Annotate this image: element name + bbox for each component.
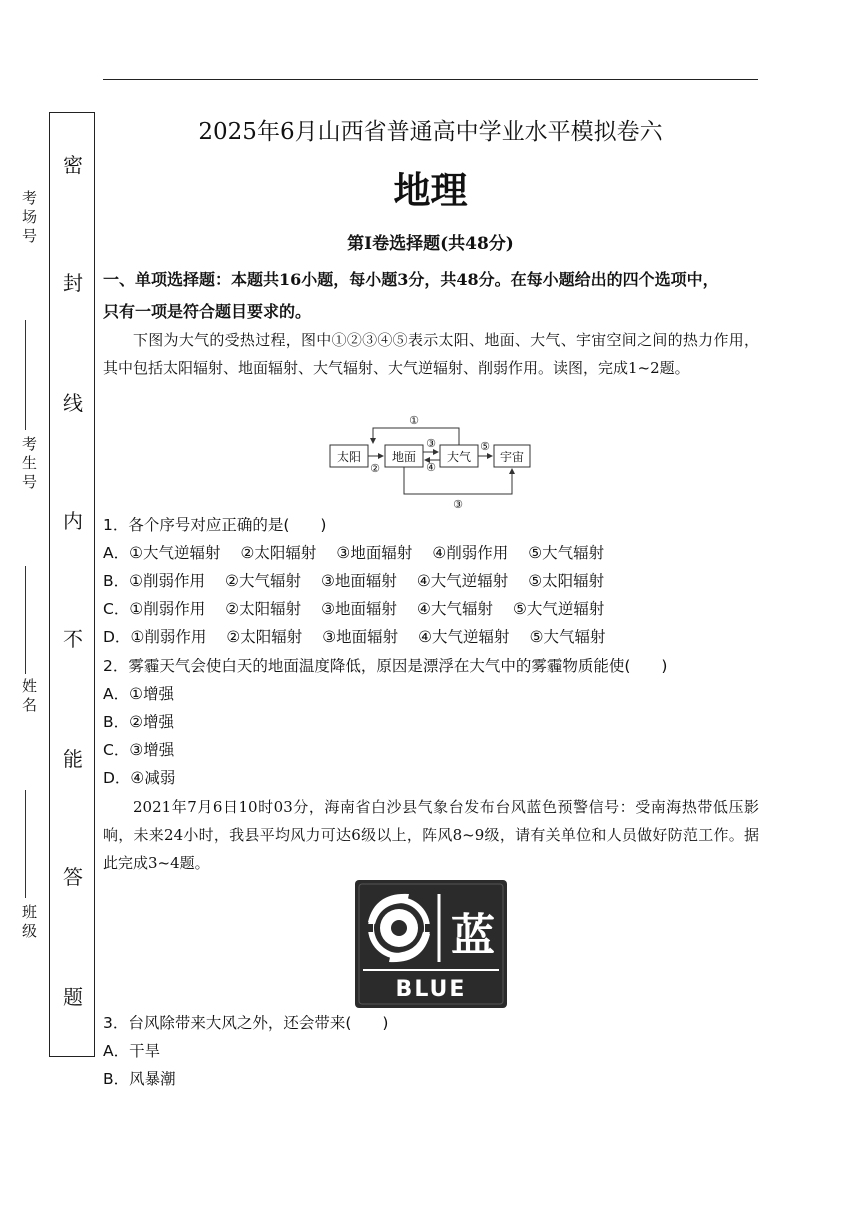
part-title: 第I卷选择题(共48分) bbox=[347, 234, 514, 254]
seal-char: 答 bbox=[63, 865, 83, 889]
question-1-option-d bbox=[103, 623, 625, 651]
atmosphere-heating-diagram bbox=[328, 408, 538, 513]
question-1-option-a bbox=[103, 539, 624, 567]
section-heading-line: 一、单项选择题：本题共16小题，每小题3分，共48分。在每小题给出的四个选项中， bbox=[103, 270, 719, 289]
class-label: 班级 bbox=[20, 904, 38, 942]
sun-label: 太阳 bbox=[336, 450, 362, 464]
atmosphere-label: 大气 bbox=[446, 450, 472, 464]
label-4: ④ bbox=[426, 461, 436, 474]
arrow-1 bbox=[373, 428, 459, 445]
blue-char: 蓝 bbox=[451, 910, 495, 961]
question-1-option-c bbox=[103, 595, 624, 623]
subject-title: 地理 bbox=[393, 169, 468, 212]
option-item: ③地面辐射 bbox=[320, 572, 397, 590]
document-title: 2025年6月山西省普通高中学业水平模拟卷六 bbox=[198, 119, 663, 145]
question-3-option-a: A．干旱 bbox=[103, 1042, 161, 1060]
option-item: ④大气逆辐射 bbox=[416, 572, 509, 590]
option-item: ①大气逆辐射 bbox=[129, 544, 221, 562]
seal-char: 题 bbox=[63, 985, 83, 1009]
question-2-option-d: D．④减弱 bbox=[103, 769, 176, 787]
label-5: ⑤ bbox=[480, 440, 490, 453]
question-2-option-c: C．③增强 bbox=[103, 741, 175, 759]
option-item: ①削弱作用 bbox=[129, 572, 206, 590]
seal-char: 线 bbox=[63, 391, 83, 415]
seal-char: 内 bbox=[63, 509, 83, 533]
label-3b: ③ bbox=[453, 498, 463, 511]
option-item: ④大气辐射 bbox=[417, 600, 493, 618]
option-item: ⑤大气逆辐射 bbox=[512, 600, 605, 618]
question-1-stem: 1．各个序号对应正确的是( ) bbox=[103, 516, 327, 534]
option-item: ②太阳辐射 bbox=[226, 628, 303, 646]
section-heading bbox=[103, 264, 763, 328]
exam-room-label: 考场号 bbox=[20, 190, 38, 247]
option-item: ①削弱作用 bbox=[129, 600, 206, 618]
section-heading-line: 只有一项是符合题目要求的。 bbox=[103, 302, 312, 321]
option-item: ④大气逆辐射 bbox=[418, 628, 510, 646]
option-letter: B． bbox=[103, 572, 130, 590]
option-item: ④削弱作用 bbox=[432, 544, 509, 562]
option-item: ⑤太阳辐射 bbox=[528, 572, 605, 590]
class-blank bbox=[25, 790, 26, 898]
seal-char: 能 bbox=[63, 747, 83, 771]
ground-label: 地面 bbox=[391, 450, 417, 464]
name-label: 姓名 bbox=[20, 678, 38, 716]
seal-char: 封 bbox=[63, 271, 83, 295]
option-item: ②太阳辐射 bbox=[240, 544, 317, 562]
option-item: ②太阳辐射 bbox=[225, 600, 302, 618]
question-3-stem: 3．台风除带来大风之外，还会带来( ) bbox=[103, 1014, 389, 1032]
question-2-stem: 2．雾霾天气会使白天的地面温度降低，原因是漂浮在大气中的雾霾物质能使( ) bbox=[103, 657, 668, 675]
option-item: ③地面辐射 bbox=[321, 600, 398, 618]
question-3-option-b: B．风暴潮 bbox=[103, 1070, 176, 1088]
option-item: ⑤大气辐射 bbox=[529, 628, 606, 646]
option-item: ③地面辐射 bbox=[336, 544, 413, 562]
label-1: ① bbox=[409, 414, 419, 427]
intro-paragraph-1: 下图为大气的受热过程，图中①②③④⑤表示太阳、地面、大气、宇宙空间之间的热力作用，其中包括太阳辐射、地面辐射、大气辐射、大气逆辐射、削弱作用。读图，完成1~2题。 bbox=[103, 331, 759, 377]
option-letter: D． bbox=[103, 628, 131, 646]
option-item: ②大气辐射 bbox=[225, 572, 301, 590]
exam-no-label: 考生号 bbox=[20, 436, 38, 493]
blue-text: BLUE bbox=[395, 977, 467, 1002]
question-2-option-b: B．②增强 bbox=[103, 713, 175, 731]
seal-line-box bbox=[49, 112, 95, 1057]
header-rule bbox=[103, 79, 758, 80]
option-item: ③地面辐射 bbox=[322, 628, 399, 646]
intro-paragraph-2: 2021年7月6日10时03分，海南省白沙县气象台发布台风蓝色预警信号：受南海热带低压影响，未来24小时，我县平均风力可达6级以上，阵风8~9级，请有关单位和人员做好防范工作。据此完成3~4题。 bbox=[103, 798, 759, 872]
label-3a: ③ bbox=[426, 437, 436, 450]
arrow-3b bbox=[404, 467, 512, 494]
option-item: ⑤大气辐射 bbox=[528, 544, 605, 562]
typhoon-blue-warning-icon bbox=[355, 880, 507, 1008]
name-blank bbox=[25, 566, 26, 674]
question-1-option-b bbox=[103, 567, 624, 595]
question-2-option-a: A．①增强 bbox=[103, 685, 174, 703]
space-label: 宇宙 bbox=[499, 450, 525, 464]
option-letter: C． bbox=[103, 600, 130, 618]
seal-char: 不 bbox=[63, 627, 83, 651]
label-2: ② bbox=[370, 462, 380, 475]
exam-no-blank bbox=[25, 320, 26, 430]
seal-char: 密 bbox=[63, 153, 83, 177]
option-letter: A． bbox=[103, 544, 130, 562]
option-item: ①削弱作用 bbox=[130, 628, 207, 646]
